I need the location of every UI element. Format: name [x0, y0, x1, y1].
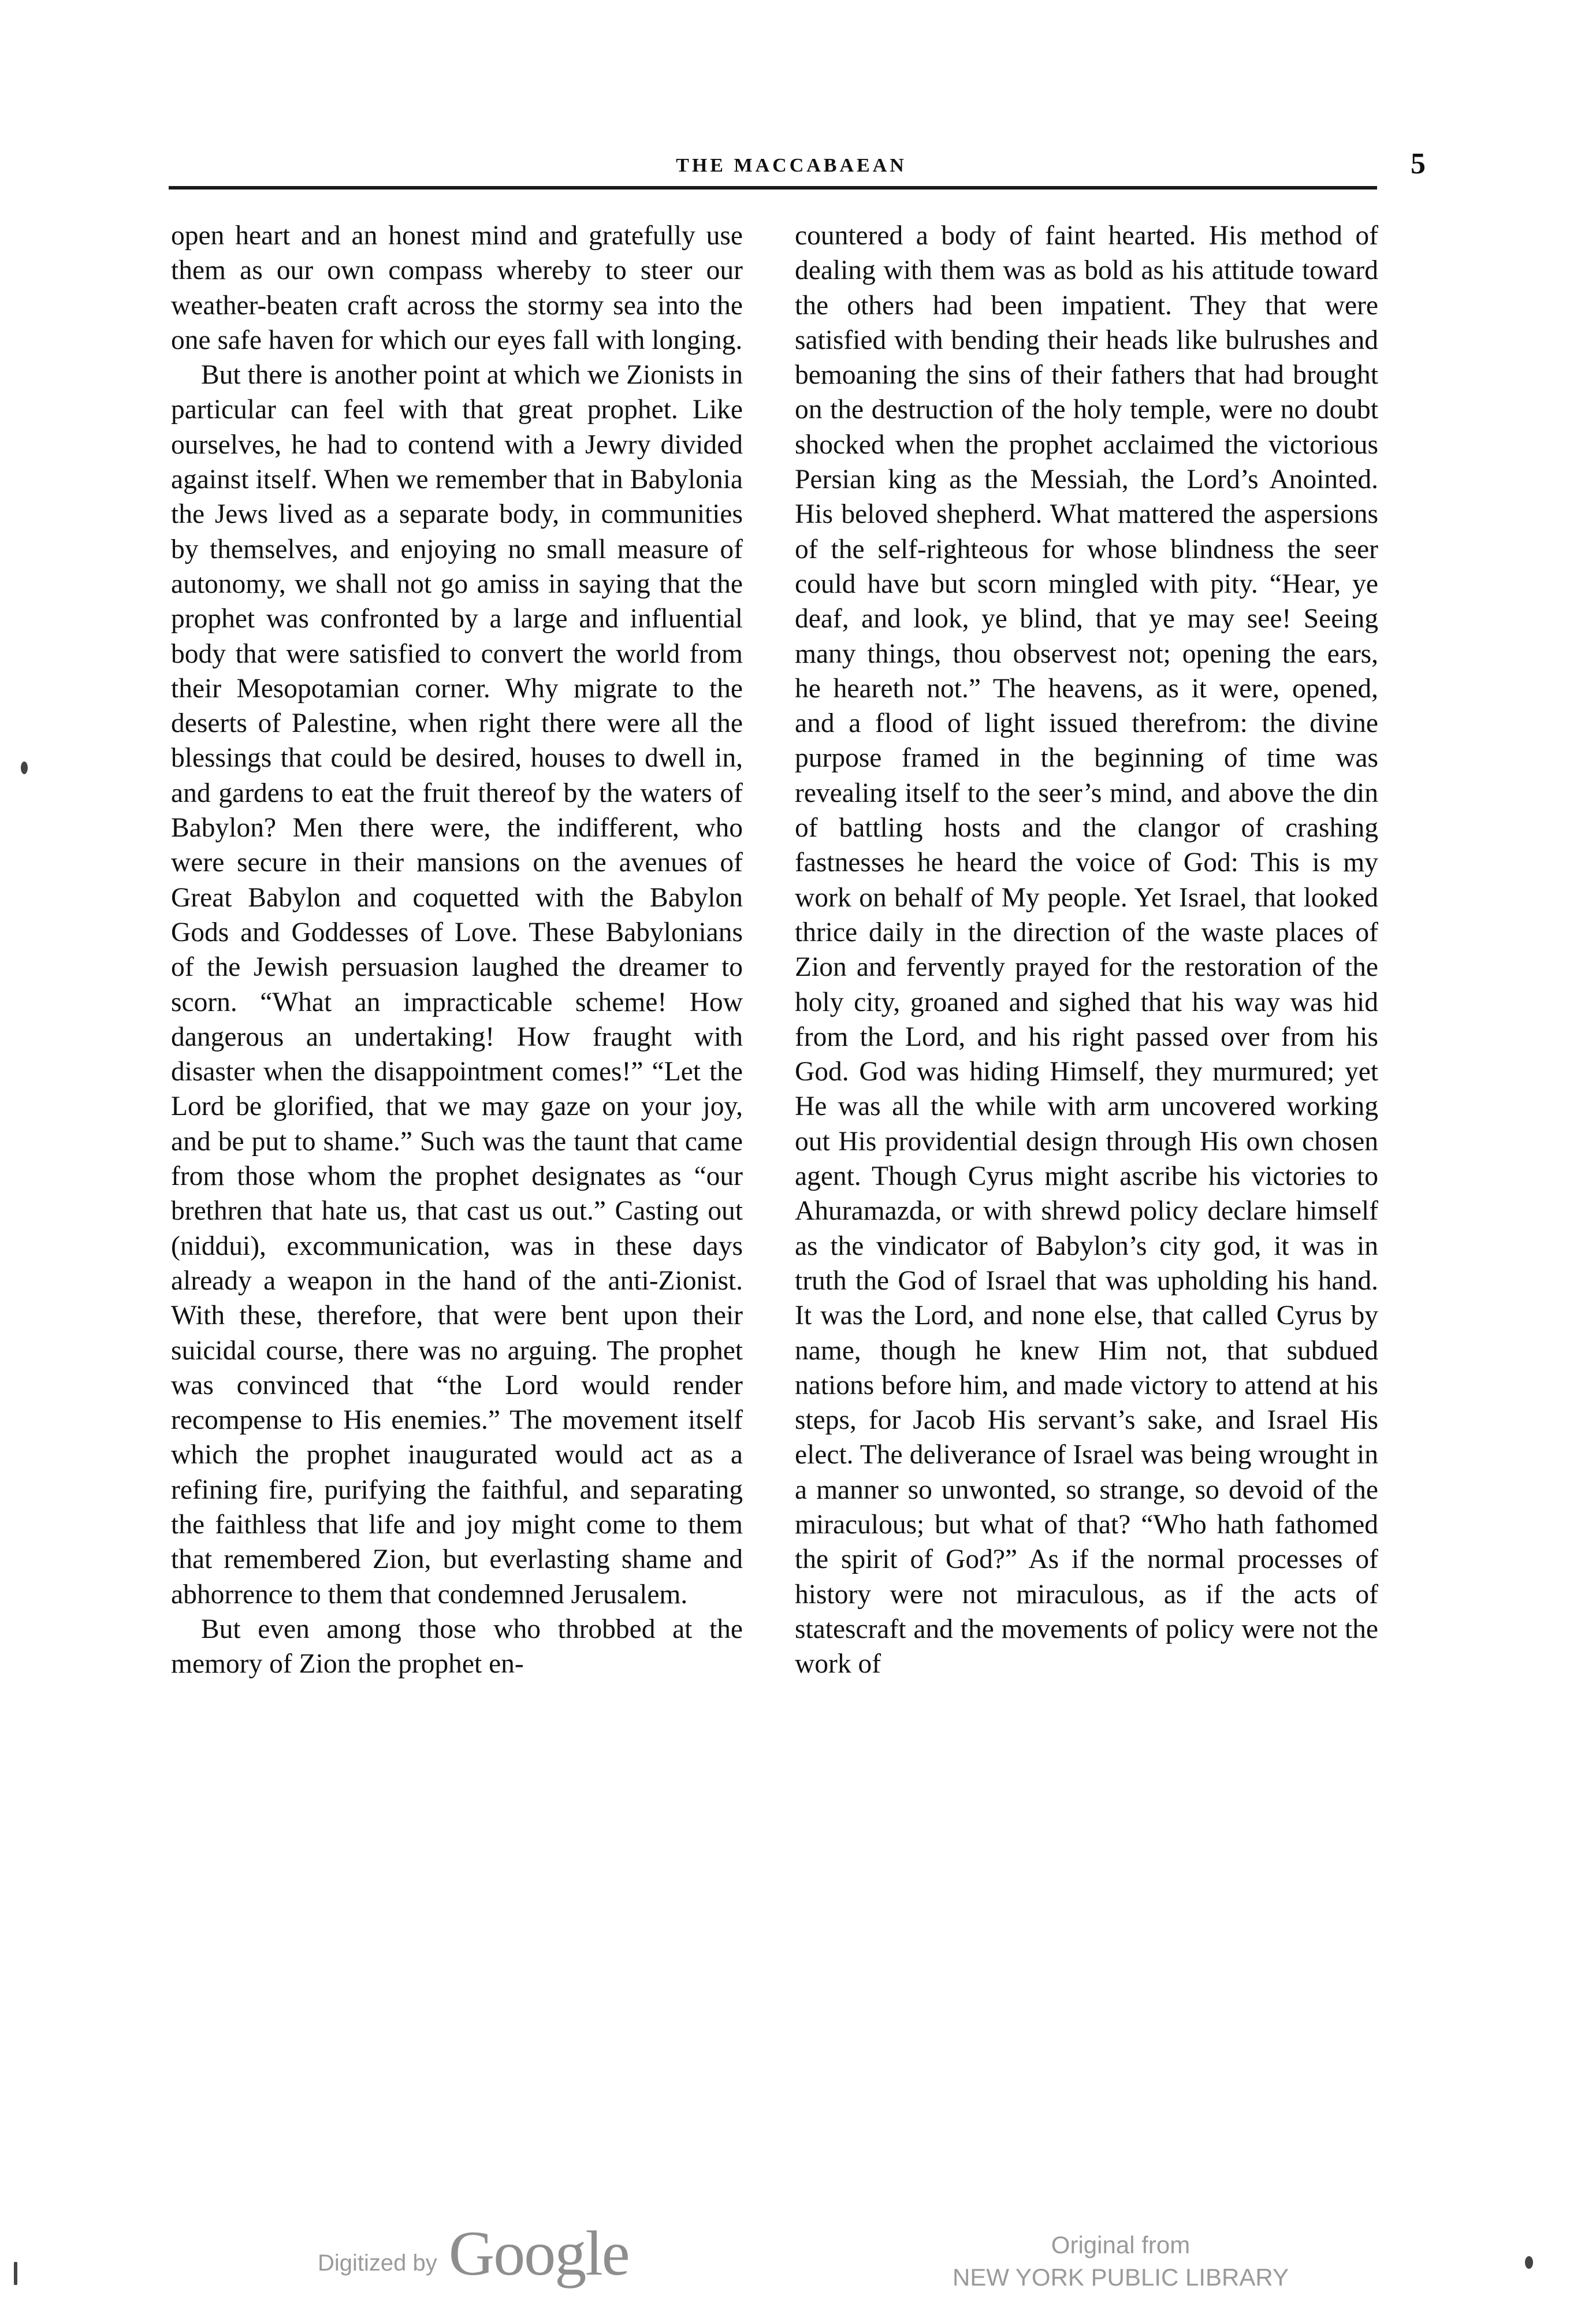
right-paragraph-1: countered a body of faint hearted. His method of dealing with them was as bold as his attitude toward the others had been impatient. They that were satisfied with bending their heads like bulrushes and bemoaning the sins of their fathers that had brought on the destruction of the holy temple, were no doubt shocked when the prophet acclaimed the victorious Persian king as the Messiah, the Lord’s Anointed. His beloved shepherd. What mattered the aspersions of the self-righteous for whose blindness the seer could have but scorn mingled with pity. “Hear, ye deaf, and look, ye blind, that ye may see! Seeing many things, thou observest not; opening the ears, he heareth not.” The heavens, as it were, opened, and a flood of light issued therefrom: the divine purpose framed in the beginning of time was revealing itself to the seer’s mind, and above the din of battling hosts and the clangor of crashing fastnesses he heard the voice of God: This is my work on behalf of My people. Yet Israel, that looked thrice daily in the direction of the waste places of Zion and fervently prayed for the restoration of the holy city, groaned and sighed that his way was hid from the Lord, and his right passed over from his God. God was hiding Himself, they murmured; yet He was all the while with arm uncovered working out His providential design through His own chosen agent. Though Cyrus might ascribe his victories to Ahuramazda, or with shrewd policy declare himself as the vindicator of Babylon’s city god, it was in truth the God of Israel that was upholding his hand. It was the Lord, and none else, that called Cyrus by name, though he knew Him not, that subdued nations before him, and made victory to attend at his steps, for Jacob His servant’s sake, and Israel His elect. The deliverance of Israel was being wrought in a manner so unwonted, so strange, so devoid of the miraculous; but what of that? “Who hath fathomed the spirit of God?” As if the normal processes of history were not miraculous, as if the acts of statescraft and the movements of policy were not the work of: [795, 221, 1378, 1680]
digitized-by-label: Digitized by: [318, 2250, 437, 2276]
left-paragraph-3: But even among those who throbbed at the memory of Zion the prophet en-: [171, 1614, 743, 1680]
page-header: [168, 147, 1426, 186]
google-digitization-mark: [318, 2216, 629, 2291]
left-paragraph-2: But there is another point at which we Zionists in particular can feel with that great prophet. Like ourselves, he had to contend with a Jewry divided against itself. When we remember that in Babylonia the Jews lived as a separate body, in communities by themselves, and enjoying no small measure of autonomy, we shall not go amiss in saying that the prophet was confronted by a large and influential body that were satisfied to convert the world from their Mesopotamian corner. Why migrate to the deserts of Palestine, when right there were all the blessings that could be desired, houses to dwell in, and gardens to eat the fruit thereof by the waters of Babylon? Men there were, the indifferent, who were secure in their mansions on the avenues of Great Babylon and coquetted with the Babylon Gods and Goddesses of Love. These Babylonians of the Jewish persuasion laughed the dreamer to scorn. “What an impracticable scheme! How dangerous an undertaking! How fraught with disaster when the disappointment comes!” “Let the Lord be glorified, that we may gaze on your joy, and be put to shame.” Such was the taunt that came from those whom the prophet designates as “our brethren that hate us, that cast us out.” Casting out (niddui), excommunication, was in these days already a weapon in the hand of the anti-Zionist. With these, therefore, that were bent upon their suicidal course, there was no arguing. The prophet was convinced that “the Lord would render recompense to His enemies.” The movement itself which the prophet inaugurated would act as a refining fire, purifying the faithful, and separating the faithless that life and joy might come to them that remembered Zion, but everlasting shame and abhorrence to them that condemned Jerusalem.: [171, 360, 743, 1610]
right-column: [795, 218, 1378, 1681]
page-number: 5: [1411, 147, 1426, 180]
google-logo: Google: [448, 2217, 629, 2288]
scan-speck: [1525, 2256, 1533, 2269]
library-attribution: [936, 2229, 1305, 2294]
scan-speck: [21, 761, 28, 774]
scan-speck: [14, 2262, 17, 2285]
running-head: THE MACCABAEAN: [676, 155, 907, 176]
left-column: [171, 218, 743, 1681]
library-name: NEW YORK PUBLIC LIBRARY: [953, 2264, 1289, 2291]
left-paragraph-1: open heart and an honest mind and gratefully use them as our own compass whereby to steer our weather-beaten craft across the stormy sea into the one safe haven for which our eyes fall with longing.: [171, 221, 743, 355]
header-rule: [169, 186, 1377, 190]
original-from-label: Original from: [1051, 2231, 1191, 2258]
